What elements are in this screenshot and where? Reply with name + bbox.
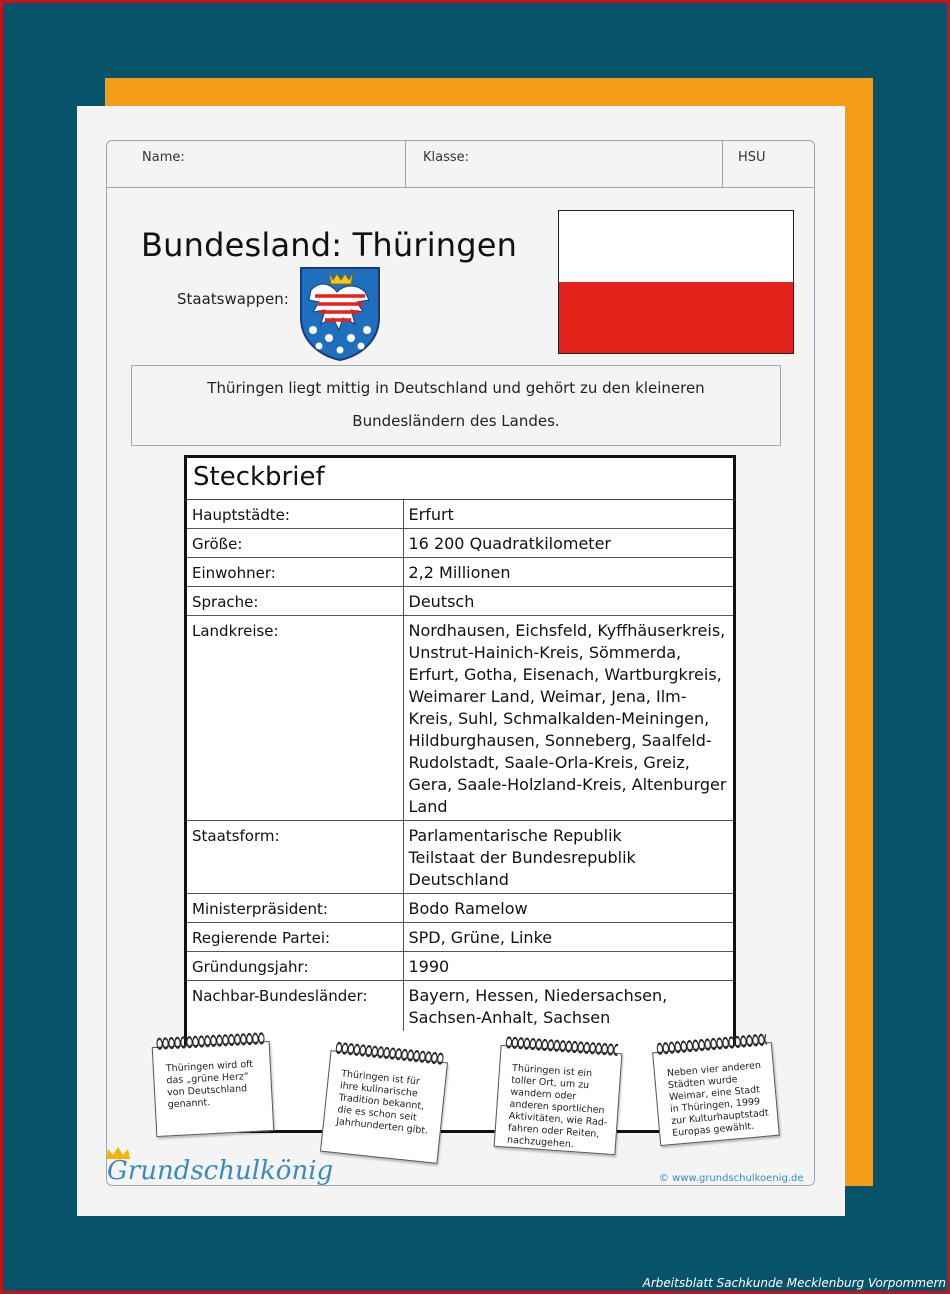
intro-line-1: Thüringen liegt mittig in Deutschland und gehört zu den kleineren [207, 379, 705, 397]
note-text: Neben vier anderen Städten wurde Weimar, eine Stadt in Thüringen, 1999 zur Kulturhauptstadt Europas gewählt. [666, 1060, 770, 1139]
flag-red-stripe [559, 282, 793, 353]
wappen-label: Staatswappen: [177, 290, 289, 308]
header-divider [722, 140, 723, 188]
row-key: Regierende Partei: [187, 923, 403, 952]
coat-of-arms-icon [299, 266, 381, 362]
brand-logo: Grundschulkönig [107, 1156, 334, 1186]
table-row [187, 500, 733, 529]
flag-white-stripe [559, 211, 793, 282]
table-row [187, 558, 733, 587]
worksheet-page [77, 106, 845, 1216]
row-key: Sprache: [187, 587, 403, 616]
table-row [187, 616, 733, 821]
row-key: Staatsform: [187, 821, 403, 894]
table-row [187, 923, 733, 952]
fact-note-4 [652, 1042, 780, 1146]
row-key: Einwohner: [187, 558, 403, 587]
row-value: Nordhausen, Eichsfeld, Kyffhäuserkreis, Unstrut-Hainich-Kreis, Sömmerda, Erfurt, Gotha, Eisenach, Wartburgkreis, Weimarer Land, Weimar, Jena, Ilm-Kreis, Suhl, Schmalkalden-Meiningen, Hildburghausen, Sonneberg, Saalfeld-Rudolstadt, Saale-Orla-Kreis, Greiz, Gera, Saale-Holzland-Kreis, Altenburger Land [403, 616, 733, 821]
copyright-link[interactable]: © www.grundschulkoenig.de [659, 1173, 804, 1184]
table-row [187, 821, 733, 894]
row-key: Hauptstädte: [187, 500, 403, 529]
row-key: Nachbar-Bundesländer: [187, 981, 403, 1032]
row-value: SPD, Grüne, Linke [403, 923, 733, 952]
intro-text-box [131, 365, 781, 446]
row-value-line-1: Parlamentarische Republik [408, 826, 622, 845]
subject-label: HSU [738, 150, 766, 165]
footer-divider [360, 1185, 650, 1186]
fact-note-3 [494, 1045, 623, 1155]
image-caption: Arbeitsblatt Sachkunde Mecklenburg Vorpommern [642, 1276, 946, 1290]
row-value: Bodo Ramelow [403, 894, 733, 923]
name-label: Name: [142, 150, 185, 165]
header-divider [405, 140, 406, 188]
page-title: Bundesland: Thüringen [141, 226, 518, 264]
row-value: 2,2 Millionen [403, 558, 733, 587]
table-row [187, 981, 733, 1032]
fact-note-1 [152, 1041, 275, 1137]
row-value: 16 200 Quadratkilometer [403, 529, 733, 558]
thuringia-flag [558, 210, 794, 354]
note-text: Thüringen ist für ihre kulinarische Tradition bekannt, die es schon seit Jahrhunderten gibt. [335, 1068, 429, 1137]
row-value: Erfurt [403, 500, 733, 529]
steckbrief-title: Steckbrief [187, 458, 733, 500]
table-row [187, 587, 733, 616]
row-value: 1990 [403, 952, 733, 981]
row-value-line-2: Teilstaat der Bundesrepublik Deutschland [408, 848, 636, 889]
row-key: Größe: [187, 529, 403, 558]
table-row [187, 952, 733, 981]
steckbrief-rows [187, 500, 733, 1031]
table-row [187, 529, 733, 558]
intro-line-2: Bundesländern des Landes. [352, 412, 560, 430]
table-row [187, 894, 733, 923]
row-key: Gründungsjahr: [187, 952, 403, 981]
row-key: Landkreise: [187, 616, 403, 821]
note-text: Thüringen wird oft das „grüne Herz“ von Deutschland genannt. [165, 1058, 254, 1111]
note-text: Thüringen ist ein toller Ort, um zu wandern oder anderen sportlichen Aktivitäten, wie Rad-fahren oder Reiten, nachzugehen. [506, 1062, 608, 1151]
row-key: Ministerpräsident: [187, 894, 403, 923]
header-row [106, 140, 815, 188]
fact-note-2 [320, 1050, 448, 1164]
row-value: Deutsch [403, 587, 733, 616]
row-value: Bayern, Hessen, Niedersachsen, Sachsen-Anhalt, Sachsen [408, 986, 668, 1027]
steckbrief-table [184, 455, 736, 1133]
klasse-label: Klasse: [423, 150, 470, 165]
row-value [403, 821, 733, 894]
